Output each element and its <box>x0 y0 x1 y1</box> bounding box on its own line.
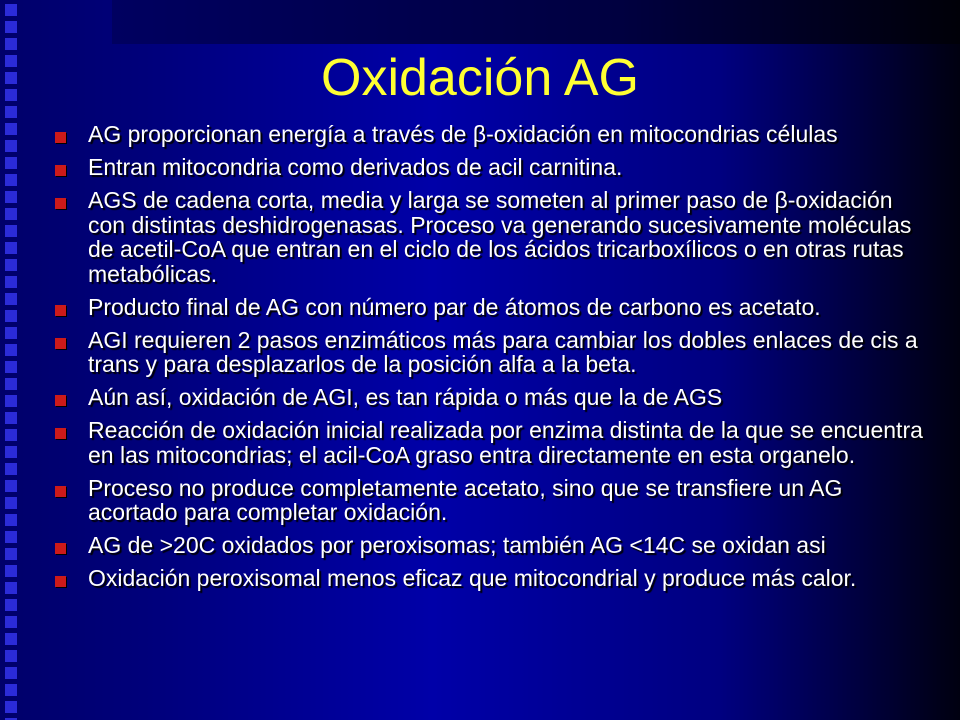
bullet-item <box>55 295 935 320</box>
slide-title: Oxidación AG <box>321 49 639 107</box>
decorative-square <box>5 191 17 203</box>
decorative-square <box>5 361 17 373</box>
decorative-square <box>5 327 17 339</box>
decorative-square <box>5 276 17 288</box>
bullet-square-icon <box>55 428 66 439</box>
bullet-text: Producto final de AG con número par de átomos de carbono es acetato. <box>88 293 821 320</box>
decorative-square <box>5 548 17 560</box>
bullet-list <box>55 122 935 599</box>
decorative-square <box>5 344 17 356</box>
decorative-square <box>5 378 17 390</box>
decorative-square <box>5 514 17 526</box>
bullet-text: AG proporcionan energía a través de β-oxidación en mitocondrias células <box>88 121 838 147</box>
decorative-square <box>5 412 17 424</box>
decorative-square <box>5 310 17 322</box>
bullet-text: Aún así, oxidación de AGI, es tan rápida o más que la de AGS <box>88 384 723 410</box>
decorative-square <box>5 242 17 254</box>
bullet-item <box>55 533 935 558</box>
decorative-square <box>5 4 17 16</box>
decorative-square-pattern <box>0 0 30 720</box>
decorative-square <box>5 582 17 594</box>
bullet-square-icon <box>55 338 66 349</box>
bullet-square-icon <box>55 132 66 143</box>
decorative-square <box>5 429 17 441</box>
bullet-square-icon <box>55 198 66 209</box>
decorative-square <box>5 140 17 152</box>
bullet-square-icon <box>55 395 66 406</box>
decorative-square <box>5 684 17 696</box>
bullet-square-icon <box>55 543 66 554</box>
decorative-square <box>5 174 17 186</box>
decorative-square <box>5 208 17 220</box>
bullet-text: Reacción de oxidación inicial realizada por enzima distinta de la que se encuentra en las mitocondrias; el acil-CoA graso entra directamente en esta organelo. <box>88 417 923 468</box>
bullet-square-icon <box>55 305 66 316</box>
bullet-item <box>55 566 935 591</box>
bullet-item <box>55 418 935 467</box>
decorative-square <box>5 480 17 492</box>
bullet-item <box>55 155 935 180</box>
decorative-square <box>5 599 17 611</box>
bullet-text: AG de >20C oxidados por peroxisomas; también AG <14C se oxidan asi <box>88 532 826 558</box>
bullet-text: Proceso no produce completamente acetato, sino que se transfiere un AG acortado para completar oxidación. <box>88 474 843 525</box>
decorative-square <box>5 633 17 645</box>
bullet-square-icon <box>55 486 66 497</box>
decorative-square <box>5 123 17 135</box>
decorative-square <box>5 446 17 458</box>
decorative-top-band <box>112 0 960 44</box>
decorative-square <box>5 225 17 237</box>
decorative-square <box>5 531 17 543</box>
decorative-square <box>5 259 17 271</box>
decorative-square <box>5 650 17 662</box>
bullet-text: Oxidación peroxisomal menos eficaz que mitocondrial y produce más calor. <box>88 565 857 591</box>
bullet-item <box>55 476 935 525</box>
bullet-square-icon <box>55 576 66 587</box>
decorative-square <box>5 395 17 407</box>
decorative-square <box>5 157 17 169</box>
decorative-square <box>5 463 17 475</box>
decorative-square <box>5 701 17 713</box>
bullet-item <box>55 385 935 410</box>
decorative-square <box>5 565 17 577</box>
decorative-square <box>5 616 17 628</box>
decorative-square <box>5 293 17 305</box>
bullet-item <box>55 122 935 147</box>
decorative-square <box>5 497 17 509</box>
decorative-square <box>5 21 17 33</box>
bullet-text: AGS de cadena corta, media y larga se someten al primer paso de β-oxidación con distintas deshidrogenasas. Proceso va generando sucesivamente moléculas de acetil-CoA que entran en el ciclo de los ácidos tricarboxílicos o en otras rutas metabólicas. <box>88 187 912 287</box>
decorative-square <box>5 667 17 679</box>
bullet-text: Entran mitocondria como derivados de acil carnitina. <box>88 154 623 180</box>
bullet-item <box>55 188 935 286</box>
bullet-item <box>55 328 935 377</box>
bullet-square-icon <box>55 165 66 176</box>
bullet-text: AGI requieren 2 pasos enzimáticos más para cambiar los dobles enlaces de cis a trans y para desplazarlos de la posición alfa a la beta. <box>88 326 918 377</box>
